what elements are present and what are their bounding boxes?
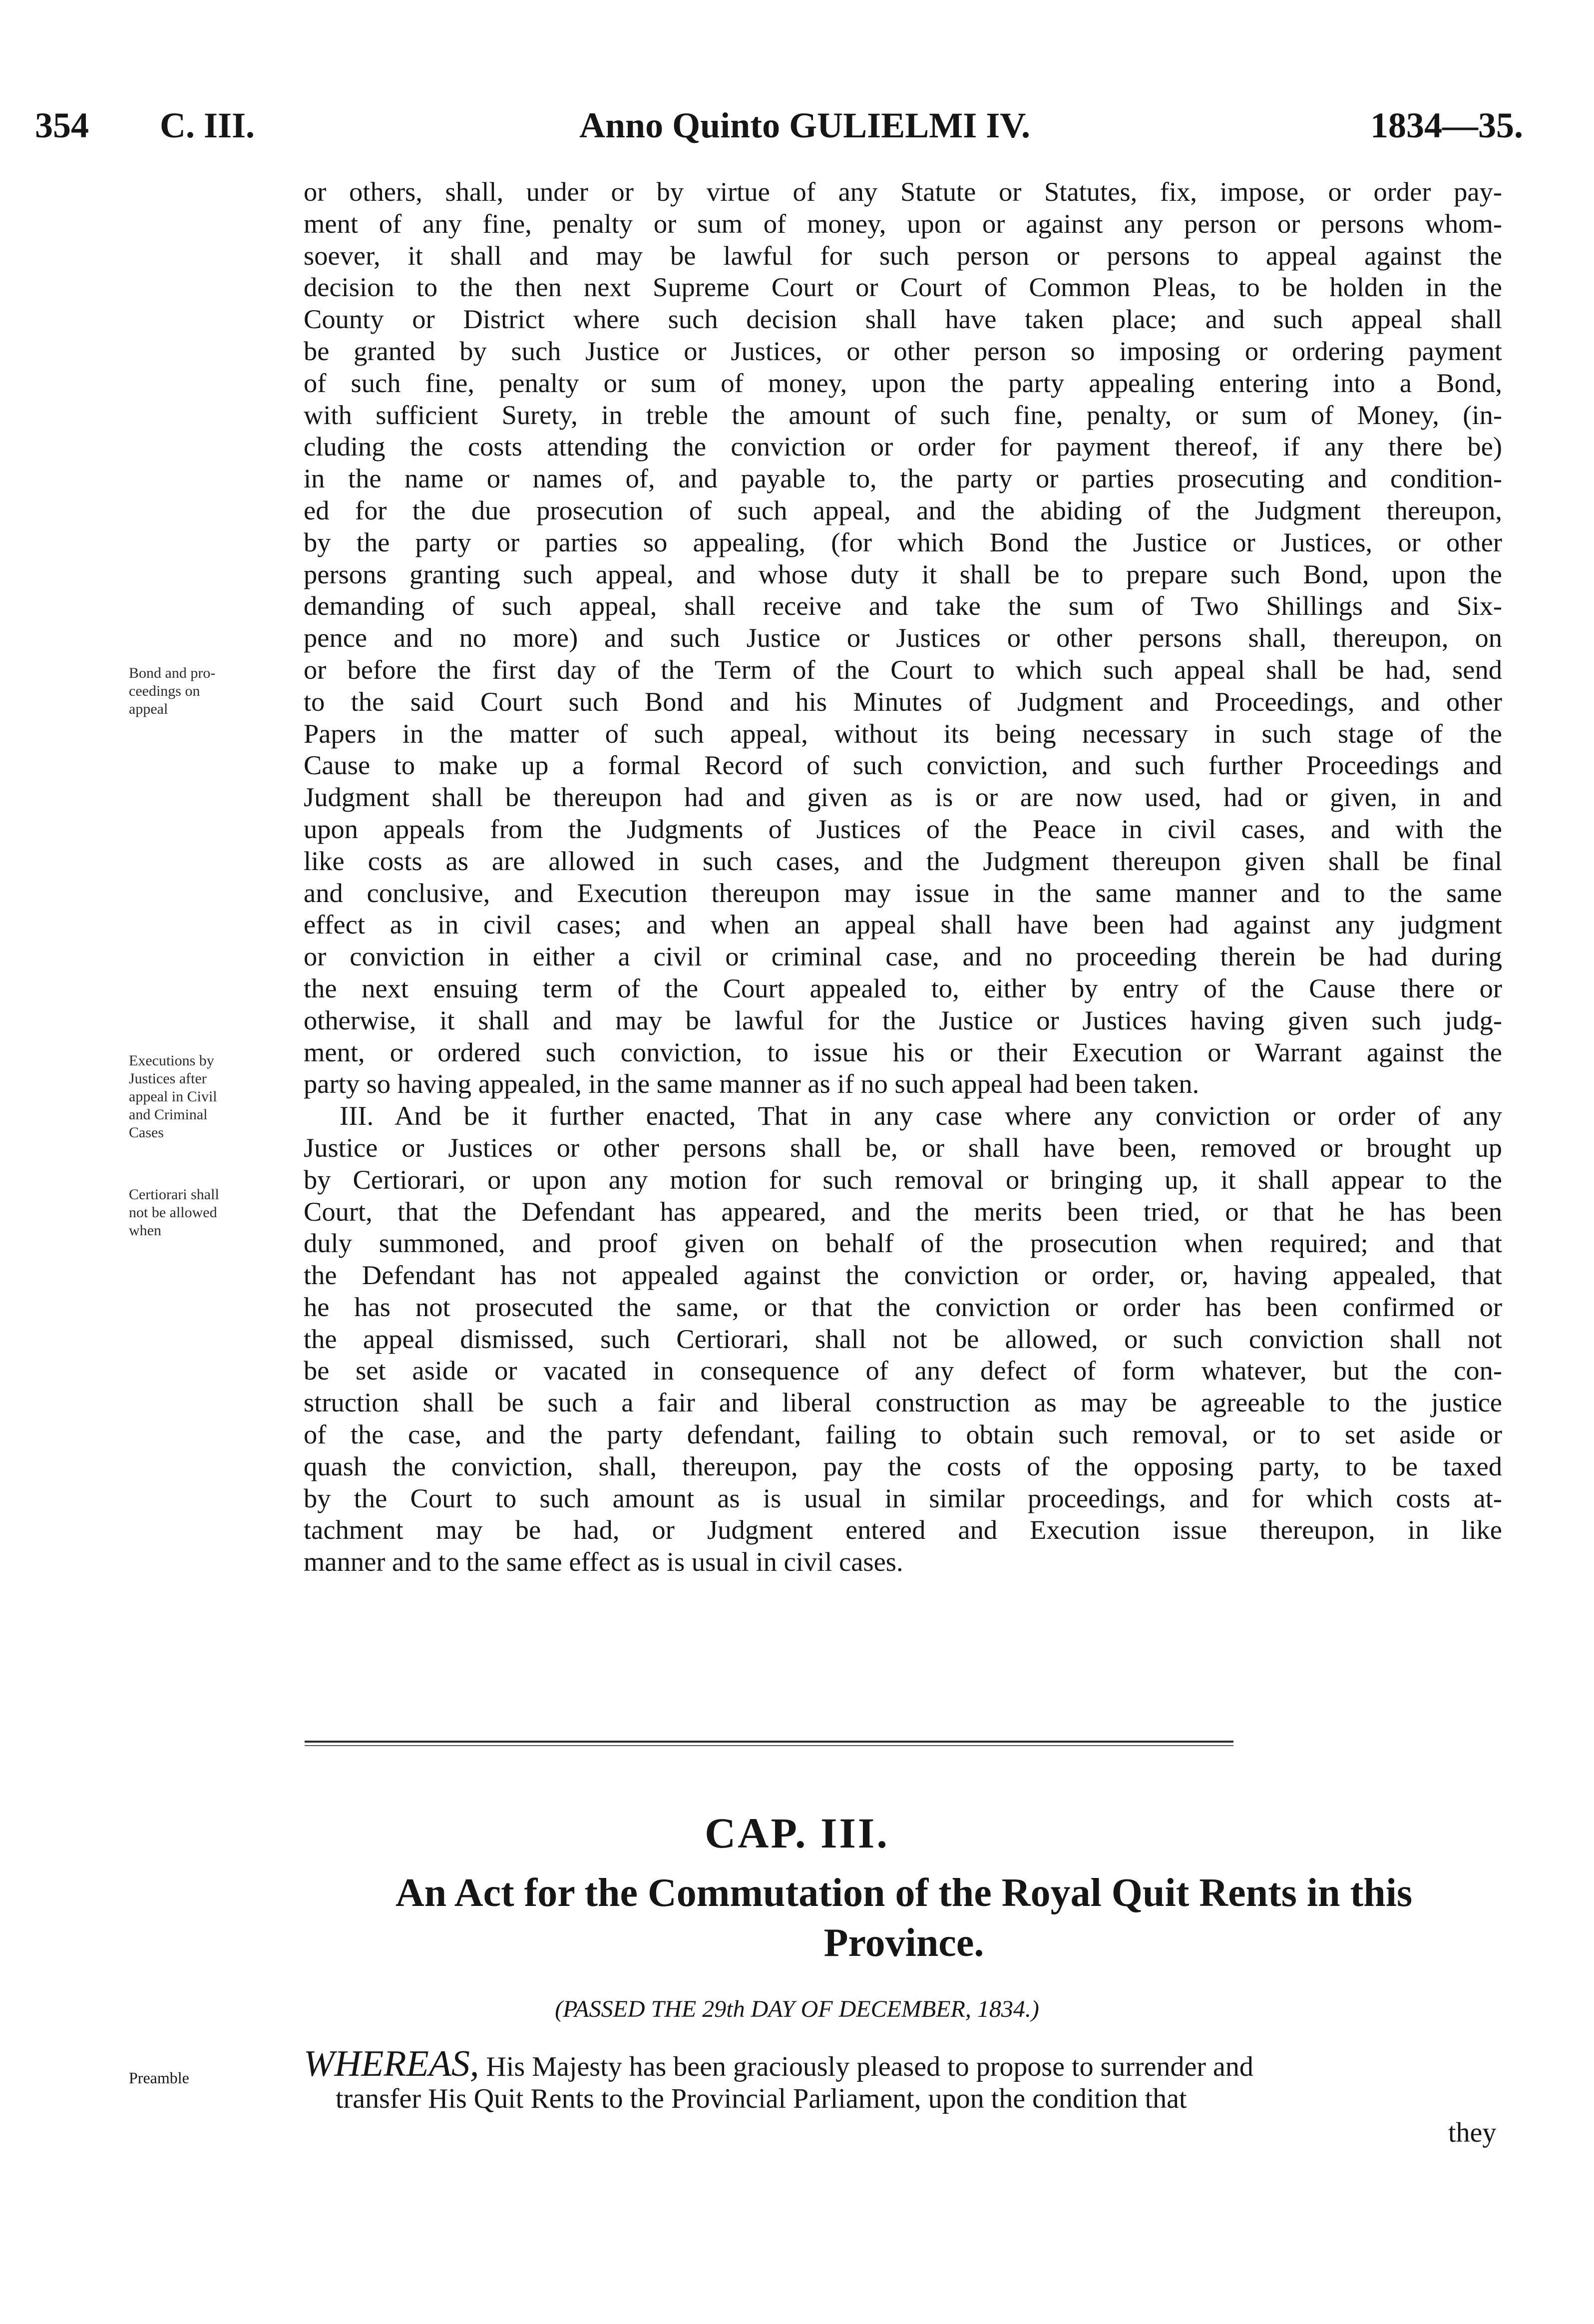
- text-line: County or District where such decision shall have taken place; and such appeal shall: [304, 304, 1502, 335]
- text-line: manner and to the same effect as is usual in civil cases.: [304, 1546, 903, 1577]
- running-header: [35, 105, 1523, 160]
- text-line: ment of any fine, penalty or sum of money, upon or against any person or persons whom-: [304, 208, 1502, 239]
- text-line: party so having appealed, in the same manner as if no such appeal had been taken.: [304, 1068, 1199, 1099]
- text-line: upon appeals from the Judgments of Justices of the Peace in civil cases, and with the: [304, 813, 1502, 844]
- header-years: 1834—35.: [1370, 105, 1523, 145]
- text-line: of the case, and the party defendant, failing to obtain such removal, or to set aside or: [304, 1419, 1502, 1450]
- text-line: III. And be it further enacted, That in any case where any conviction or order of any: [340, 1100, 1502, 1131]
- text-line: the Defendant has not appealed against the conviction or order, or, having appealed, that: [304, 1260, 1502, 1291]
- section-divider-thin: [305, 1745, 1233, 1746]
- text-line: Judgment shall be thereupon had and given as is or are now used, had or given, in and: [304, 782, 1502, 813]
- text-line: by the Court to such amount as is usual in similar proceedings, and for which costs at-: [304, 1482, 1502, 1513]
- preamble-line: His Majesty has been graciously pleased to propose to surrender and: [486, 2051, 1253, 2082]
- text-line: be set aside or vacated in consequence of any defect of form whatever, but the con-: [304, 1355, 1502, 1386]
- act-title-line: An Act for the Commutation of the Royal Quit Rents in this: [395, 1871, 1413, 1915]
- text-line: soever, it shall and may be lawful for such person or persons to appeal against the: [304, 240, 1502, 271]
- chapter-label: C. III.: [160, 105, 255, 145]
- page-number: 354: [35, 105, 89, 145]
- section-divider: [305, 1741, 1233, 1743]
- statute-text: [304, 176, 1502, 1578]
- text-line: or conviction in either a civil or criminal case, and no proceeding therein be had during: [304, 941, 1502, 972]
- text-line: tachment may be had, or Judgment entered and Execution issue thereupon, in like: [304, 1514, 1502, 1545]
- text-line: by the party or parties so appealing, (for which Bond the Justice or Justices, or other: [304, 526, 1502, 557]
- text-line: or others, shall, under or by virtue of any Statute or Statutes, fix, impose, or order pay-: [304, 176, 1502, 207]
- margin-note-preamble: Preamble: [129, 2069, 189, 2087]
- preamble-dropcap: WHEREAS,: [304, 2043, 479, 2084]
- text-line: struction shall be such a fair and liberal construction as may be agreeable to the justice: [304, 1387, 1502, 1418]
- text-line: Cause to make up a formal Record of such conviction, and such further Proceedings and: [304, 750, 1502, 781]
- text-line: or before the first day of the Term of the Court to which such appeal shall be had, send: [304, 654, 1502, 685]
- act-title-line: Province.: [823, 1921, 984, 1965]
- text-line: the next ensuing term of the Court appealed to, either by entry of the Cause there or: [304, 972, 1502, 1003]
- margin-note-executions: Executions by Justices after appeal in Civil and Criminal Cases: [129, 1052, 217, 1141]
- text-line: like costs as are allowed in such cases, and the Judgment thereupon given shall be final: [304, 845, 1502, 876]
- text-line: of such fine, penalty or sum of money, upon the party appealing entering into a Bond,: [304, 367, 1502, 398]
- text-line: cluding the costs attending the conviction or order for payment thereof, if any there be): [304, 431, 1502, 462]
- act-title: [300, 1868, 1508, 1968]
- text-line: ed for the due prosecution of such appeal, and the abiding of the Judgment thereupon,: [304, 494, 1502, 525]
- text-line: be granted by such Justice or Justices, or other person so imposing or ordering payment: [304, 335, 1502, 366]
- text-line: otherwise, it shall and may be lawful for the Justice or Justices having given such judg-: [304, 1004, 1502, 1035]
- text-line: demanding of such appeal, shall receive and take the sum of Two Shillings and Six-: [304, 590, 1502, 621]
- cap-heading: CAP. III.: [705, 1809, 889, 1857]
- text-line: he has not prosecuted the same, or that the conviction or order has been confirmed or: [304, 1291, 1502, 1322]
- text-line: by Certiorari, or upon any motion for such removal or bringing up, it shall appear to the: [304, 1164, 1502, 1195]
- catchword: they: [1448, 2117, 1497, 2148]
- text-line: with sufficient Surety, in treble the amount of such fine, penalty, or sum of Money, (in-: [304, 399, 1502, 430]
- text-line: in the name or names of, and payable to, the party or parties prosecuting and condition-: [304, 463, 1502, 494]
- passed-date: (PASSED THE 29th DAY OF DECEMBER, 1834.): [555, 1996, 1039, 2022]
- text-line: effect as in civil cases; and when an appeal shall have been had against any judgment: [304, 909, 1502, 940]
- text-line: persons granting such appeal, and whose duty it shall be to prepare such Bond, upon the: [304, 558, 1502, 589]
- text-line: pence and no more) and such Justice or Justices or other persons shall, thereupon, on: [304, 622, 1502, 653]
- text-line: the appeal dismissed, such Certiorari, shall not be allowed, or such conviction shall not: [304, 1323, 1502, 1354]
- text-line: Justice or Justices or other persons shall be, or shall have been, removed or brought up: [304, 1132, 1502, 1163]
- text-line: Papers in the matter of such appeal, without its being necessary in such stage of the: [304, 718, 1502, 749]
- margin-note-bond: Bond and pro- ceedings on appeal: [129, 665, 216, 717]
- text-line: decision to the then next Supreme Court or Court of Common Pleas, to be holden in the: [304, 272, 1502, 303]
- text-line: quash the conviction, shall, thereupon, pay the costs of the opposing party, to be taxed: [304, 1450, 1502, 1481]
- text-line: duly summoned, and proof given on behalf of the prosecution when required; and that: [304, 1228, 1502, 1259]
- text-line: ment, or ordered such conviction, to issue his or their Execution or Warrant against the: [304, 1036, 1502, 1067]
- preamble-line: transfer His Quit Rents to the Provincial Parliament, upon the condition that: [336, 2083, 1187, 2114]
- text-line: and conclusive, and Execution thereupon may issue in the same manner and to the same: [304, 877, 1502, 908]
- margin-note-certiorari: Certiorari shall not be allowed when: [129, 1186, 219, 1239]
- header-title: Anno Quinto GULIELMI IV.: [579, 105, 1030, 145]
- preamble-text: [304, 2043, 1502, 2115]
- text-line: to the said Court such Bond and his Minutes of Judgment and Proceedings, and other: [304, 686, 1502, 717]
- text-line: Court, that the Defendant has appeared, and the merits been tried, or that he has been: [304, 1196, 1502, 1227]
